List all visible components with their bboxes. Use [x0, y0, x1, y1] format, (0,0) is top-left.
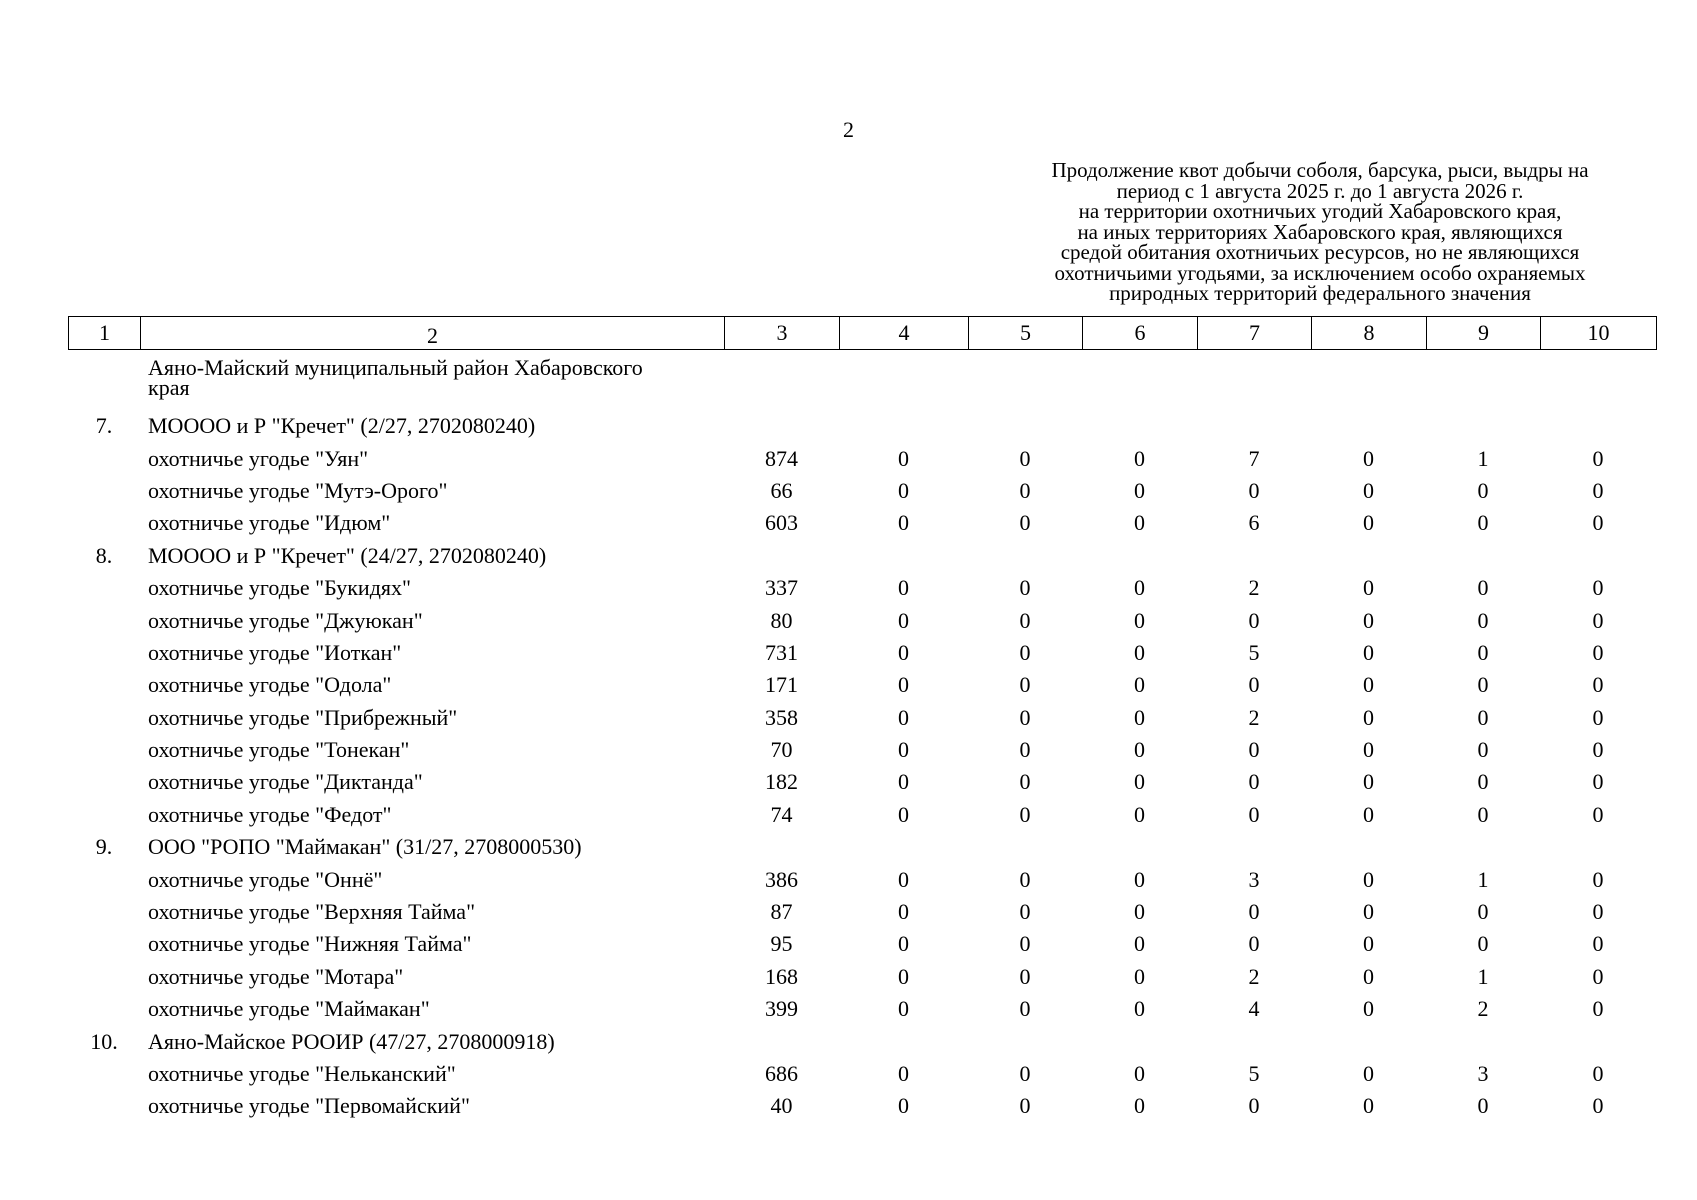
quota-value-col-9: 0: [1477, 672, 1489, 698]
quota-value-col-10: 0: [1592, 607, 1604, 633]
quota-value-col-9: 0: [1477, 477, 1489, 503]
heading-line: охотничьими угодьями, за исключением особо охраняемых: [1054, 260, 1586, 285]
quota-value-col-5: 0: [1019, 801, 1031, 827]
quota-value-col-7: 0: [1248, 899, 1260, 925]
quota-value-col-9: 0: [1477, 899, 1489, 925]
quota-value-col-5: 0: [1019, 672, 1031, 698]
hunting-ground-name: охотничье угодье "Прибрежный": [148, 704, 458, 730]
table-row: [68, 961, 1656, 993]
column-number-cell: 8: [1312, 317, 1427, 350]
row-number: 7.: [95, 413, 113, 439]
quota-value-col-7: 5: [1248, 1061, 1260, 1086]
quota-value-col-4: 0: [898, 737, 909, 763]
quota-value-col-7: 0: [1248, 477, 1260, 503]
quota-value-col-7: 0: [1248, 931, 1260, 957]
organization-row: [68, 410, 1656, 442]
region-name: Аяно-Майский муниципальный район Хабаровского края: [148, 355, 643, 400]
table-row: [68, 572, 1656, 604]
quota-value-col-5: 0: [1019, 996, 1031, 1022]
quota-value-col-10: 0: [1592, 801, 1604, 827]
hunting-ground-name: охотничье угодье "Оннё": [148, 866, 383, 892]
column-number-cell: 6: [1083, 317, 1198, 350]
quota-value-col-10: 0: [1592, 931, 1604, 957]
column-number-cell: 3: [725, 317, 840, 350]
quota-value-col-4: 0: [898, 510, 909, 536]
quota-value-col-7: 0: [1248, 672, 1260, 698]
quota-value-col-10: 0: [1592, 963, 1604, 989]
quota-value-col-9: 0: [1477, 575, 1489, 601]
document-heading: [1000, 160, 1640, 304]
quota-value-col-8: 0: [1363, 899, 1374, 925]
hunting-ground-name: охотничье угодье "Диктанда": [148, 769, 423, 795]
quota-value-col-5: 0: [1019, 737, 1031, 763]
quota-value-col-10: 0: [1592, 575, 1604, 601]
quota-value-col-8: 0: [1363, 996, 1374, 1022]
quota-value-col-10: 0: [1592, 510, 1604, 536]
quota-value-col-5: 0: [1019, 639, 1031, 665]
quota-value-col-7: 2: [1248, 704, 1260, 730]
quota-value-col-8: 0: [1363, 639, 1374, 665]
quota-value-col-4: 0: [898, 866, 909, 892]
quota-value-col-5: 0: [1019, 1093, 1031, 1119]
quota-value-col-5: 0: [1019, 769, 1031, 795]
table-row: [68, 734, 1656, 766]
quota-value-col-4: 0: [898, 704, 909, 730]
quota-value-col-10: 0: [1592, 866, 1604, 892]
table-row: [68, 928, 1656, 960]
hunting-ground-name: охотничье угодье "Идюм": [148, 510, 391, 536]
quota-value-col-10: 0: [1592, 1061, 1604, 1086]
hunting-ground-name: охотничье угодье "Маймакан": [148, 996, 430, 1022]
column-number-cell: 5: [969, 317, 1083, 350]
quota-value-col-7: 0: [1248, 1093, 1260, 1119]
quota-value-col-6: 0: [1134, 899, 1145, 925]
quota-value-col-8: 0: [1363, 607, 1374, 633]
row-number: 8.: [95, 542, 113, 568]
quota-value-col-4: 0: [898, 575, 909, 601]
quota-value-col-5: 0: [1019, 899, 1031, 925]
table-row: [68, 896, 1656, 928]
quota-value-col-3: 686: [765, 1061, 798, 1086]
hunting-ground-name: охотничье угодье "Тонекан": [148, 737, 410, 763]
quota-value-col-3: 874: [765, 445, 798, 471]
quota-value-col-9: 1: [1477, 866, 1489, 892]
column-number-header: [68, 316, 1657, 350]
quota-value-col-3: 358: [765, 704, 798, 730]
column-number-cell: 4: [840, 317, 969, 350]
table-row: [68, 799, 1656, 831]
quota-value-col-5: 0: [1019, 704, 1031, 730]
column-number-cell: 7: [1198, 317, 1312, 350]
column-number-cell: 1: [69, 317, 141, 350]
quota-value-col-10: 0: [1592, 769, 1604, 795]
quota-value-col-5: 0: [1019, 477, 1031, 503]
quota-value-col-5: 0: [1019, 445, 1031, 471]
quota-value-col-6: 0: [1134, 769, 1145, 795]
table-row: [68, 507, 1656, 539]
table-row: [68, 442, 1656, 474]
quota-value-col-3: 74: [770, 801, 793, 827]
table-row: [68, 993, 1656, 1025]
quota-value-col-7: 2: [1248, 575, 1260, 601]
quota-value-col-6: 0: [1134, 801, 1145, 827]
hunting-ground-name: охотничье угодье "Верхняя Тайма": [148, 899, 476, 925]
hunting-ground-name: охотничье угодье "Джуюкан": [148, 607, 423, 633]
quota-value-col-10: 0: [1592, 672, 1604, 698]
quota-value-col-6: 0: [1134, 477, 1145, 503]
quota-value-col-3: 168: [765, 963, 798, 989]
quota-value-col-4: 0: [898, 931, 909, 957]
table-row: [68, 863, 1656, 895]
quota-value-col-4: 0: [898, 1093, 909, 1119]
quota-value-col-6: 0: [1134, 1093, 1145, 1119]
quota-value-col-7: 0: [1248, 769, 1260, 795]
heading-line: на иных территориях Хабаровского края, являющихся: [1077, 219, 1563, 244]
quota-value-col-4: 0: [898, 801, 909, 827]
quota-value-col-9: 0: [1477, 737, 1489, 763]
quota-value-col-7: 3: [1248, 866, 1260, 892]
quota-value-col-3: 731: [765, 639, 798, 665]
region-row: [68, 355, 1656, 410]
heading-line: природных территорий федерального значения: [1109, 281, 1531, 305]
quota-value-col-8: 0: [1363, 931, 1374, 957]
quota-value-col-4: 0: [898, 899, 909, 925]
quota-value-col-4: 0: [898, 996, 909, 1022]
quota-value-col-8: 0: [1363, 704, 1374, 730]
quota-value-col-4: 0: [898, 445, 909, 471]
quota-value-col-3: 95: [770, 931, 793, 957]
quota-value-col-9: 3: [1477, 1061, 1489, 1086]
quota-value-col-8: 0: [1363, 477, 1374, 503]
table-row: [68, 669, 1656, 701]
hunting-ground-name: охотничье угодье "Уян": [148, 445, 369, 471]
quota-value-col-3: 66: [770, 477, 793, 503]
organization-name: Аяно-Майское РООИР (47/27, 2708000918): [148, 1028, 555, 1054]
quota-value-col-7: 0: [1248, 737, 1260, 763]
quota-value-col-6: 0: [1134, 737, 1145, 763]
heading-line: Продолжение квот добычи соболя, барсука, рыси, выдры на: [1051, 158, 1589, 182]
table-row: [68, 1090, 1656, 1122]
organization-name: ООО "РОПО "Маймакан" (31/27, 2708000530): [148, 834, 582, 860]
quota-value-col-10: 0: [1592, 899, 1604, 925]
quota-value-col-5: 0: [1019, 575, 1031, 601]
organization-row: [68, 1025, 1656, 1057]
quota-value-col-5: 0: [1019, 866, 1031, 892]
table-row: [68, 475, 1656, 507]
quota-value-col-9: 1: [1477, 963, 1489, 989]
quota-value-col-3: 40: [770, 1093, 793, 1119]
quota-value-col-4: 0: [898, 769, 909, 795]
quota-value-col-9: 1: [1477, 445, 1489, 471]
table-row: [68, 1058, 1656, 1090]
quota-value-col-8: 0: [1363, 866, 1374, 892]
quota-value-col-5: 0: [1019, 963, 1031, 989]
page-number: 2: [843, 117, 854, 142]
quota-value-col-4: 0: [898, 672, 909, 698]
heading-line: средой обитания охотничьих ресурсов, но не являющихся: [1060, 240, 1580, 264]
quota-value-col-3: 87: [770, 899, 793, 925]
quota-value-col-5: 0: [1019, 510, 1031, 536]
quota-value-col-3: 603: [765, 510, 798, 536]
quota-value-col-8: 0: [1363, 769, 1374, 795]
hunting-ground-name: охотничье угодье "Мутэ-Орого": [148, 477, 448, 503]
quota-value-col-9: 0: [1477, 639, 1489, 665]
hunting-ground-name: охотничье угодье "Нижняя Тайма": [148, 931, 472, 957]
quota-value-col-6: 0: [1134, 1061, 1145, 1086]
quota-value-col-6: 0: [1134, 510, 1145, 536]
hunting-ground-name: охотничье угодье "Иоткан": [148, 639, 402, 665]
quota-value-col-6: 0: [1134, 996, 1145, 1022]
quota-value-col-10: 0: [1592, 996, 1604, 1022]
hunting-ground-name: охотничье угодье "Первомайский": [148, 1093, 470, 1119]
quota-value-col-9: 0: [1477, 931, 1489, 957]
column-number-cell: 10: [1541, 317, 1657, 350]
quota-value-col-7: 6: [1248, 510, 1260, 536]
quota-value-col-3: 182: [765, 769, 798, 795]
quota-value-col-8: 0: [1363, 445, 1374, 471]
organization-name: МОООО и Р "Кречет" (24/27, 2702080240): [148, 542, 547, 568]
quota-value-col-6: 0: [1134, 639, 1145, 665]
quota-value-col-10: 0: [1592, 1093, 1604, 1119]
quota-value-col-7: 0: [1248, 801, 1260, 827]
quota-value-col-7: 7: [1248, 445, 1260, 471]
organization-row: [68, 831, 1656, 863]
hunting-ground-name: охотничье угодье "Мотара": [148, 963, 404, 989]
table-row: [68, 702, 1656, 734]
quota-value-col-6: 0: [1134, 445, 1145, 471]
quota-value-col-4: 0: [898, 963, 909, 989]
quota-value-col-9: 0: [1477, 607, 1489, 633]
quota-value-col-10: 0: [1592, 704, 1604, 730]
quota-value-col-6: 0: [1134, 704, 1145, 730]
quota-value-col-6: 0: [1134, 931, 1145, 957]
quota-value-col-3: 337: [765, 575, 798, 601]
quota-value-col-4: 0: [898, 607, 909, 633]
quota-value-col-7: 2: [1248, 963, 1260, 989]
quota-value-col-7: 5: [1248, 639, 1260, 665]
quota-value-col-10: 0: [1592, 445, 1604, 471]
quota-value-col-7: 0: [1248, 607, 1260, 633]
quota-value-col-8: 0: [1363, 672, 1374, 698]
table-row: [68, 766, 1656, 798]
row-number: 10.: [90, 1028, 118, 1054]
heading-line: период с 1 августа 2025 г. до 1 августа 2026 г.: [1116, 178, 1524, 203]
quota-value-col-9: 0: [1477, 769, 1489, 795]
quota-value-col-3: 399: [765, 996, 798, 1022]
quota-value-col-3: 171: [765, 672, 798, 698]
quota-value-col-8: 0: [1363, 1093, 1374, 1119]
quota-value-col-6: 0: [1134, 575, 1145, 601]
organization-row: [68, 540, 1656, 572]
quota-value-col-4: 0: [898, 1061, 909, 1086]
quota-value-col-9: 2: [1477, 996, 1489, 1022]
row-number: 9.: [95, 834, 113, 860]
quota-value-col-10: 0: [1592, 737, 1604, 763]
quota-value-col-8: 0: [1363, 737, 1374, 763]
hunting-ground-name: охотничье угодье "Одола": [148, 672, 392, 698]
quota-value-col-6: 0: [1134, 672, 1145, 698]
hunting-ground-name: охотничье угодье "Федот": [148, 801, 392, 827]
quota-value-col-9: 0: [1477, 801, 1489, 827]
table-row: [68, 604, 1656, 636]
quota-value-col-9: 0: [1477, 510, 1489, 536]
quota-table-body: [68, 355, 1656, 1123]
quota-value-col-9: 0: [1477, 704, 1489, 730]
quota-value-col-5: 0: [1019, 931, 1031, 957]
quota-value-col-8: 0: [1363, 1061, 1374, 1086]
quota-value-col-8: 0: [1363, 510, 1374, 536]
quota-value-col-3: 386: [765, 866, 798, 892]
organization-name: МОООО и Р "Кречет" (2/27, 2702080240): [148, 413, 536, 439]
quota-value-col-6: 0: [1134, 866, 1145, 892]
rows-container: [68, 410, 1656, 1123]
quota-value-col-5: 0: [1019, 607, 1031, 633]
quota-value-col-6: 0: [1134, 607, 1145, 633]
quota-value-col-10: 0: [1592, 477, 1604, 503]
hunting-ground-name: охотничье угодье "Букидях": [148, 575, 412, 601]
hunting-ground-name: охотничье угодье "Нельканский": [148, 1061, 456, 1086]
quota-value-col-3: 70: [770, 737, 793, 763]
quota-value-col-9: 0: [1477, 1093, 1489, 1119]
quota-value-col-8: 0: [1363, 575, 1374, 601]
quota-value-col-5: 0: [1019, 1061, 1031, 1086]
quota-value-col-6: 0: [1134, 963, 1145, 989]
column-number-cell: 2: [141, 317, 725, 350]
quota-value-col-4: 0: [898, 639, 909, 665]
quota-value-col-4: 0: [898, 477, 909, 503]
heading-line: на территории охотничьих угодий Хабаровского края,: [1078, 199, 1562, 223]
quota-value-col-8: 0: [1363, 801, 1374, 827]
quota-value-col-10: 0: [1592, 639, 1604, 665]
column-number-cell: 9: [1427, 317, 1541, 350]
quota-value-col-8: 0: [1363, 963, 1374, 989]
quota-value-col-7: 4: [1248, 996, 1260, 1022]
table-row: [68, 637, 1656, 669]
quota-value-col-3: 80: [770, 607, 793, 633]
